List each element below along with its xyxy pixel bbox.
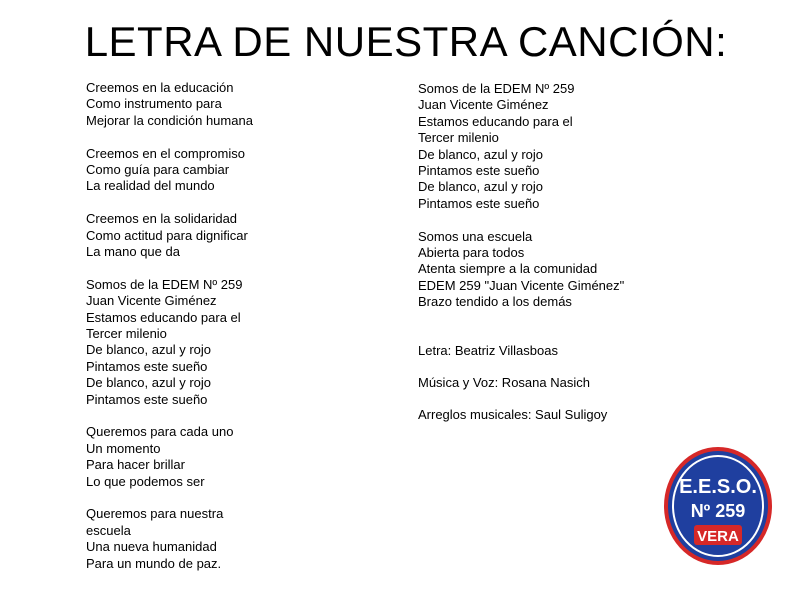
logo-top-text: E.E.S.O. xyxy=(679,476,757,498)
lyric-line: De blanco, azul y rojo xyxy=(418,179,544,195)
credit-arrangements: Arreglos musicales: Saul Suligoy xyxy=(418,407,608,423)
lyric-line: Estamos educando para el xyxy=(418,113,573,129)
lyric-line: Pintamos este sueño xyxy=(418,195,540,211)
lyric-line: Mejorar la condición humana xyxy=(86,112,253,128)
lyric-line: Queremos para nuestra xyxy=(86,506,224,522)
school-logo-emblem xyxy=(664,447,772,565)
lyric-line: La realidad del mundo xyxy=(86,178,215,194)
stanza xyxy=(86,80,386,129)
lyric-line: Una nueva humanidad xyxy=(86,539,217,555)
stanza xyxy=(418,229,678,311)
lyric-line: De blanco, azul y rojo xyxy=(418,146,544,162)
logo-town-text: VERA xyxy=(697,528,739,545)
lyric-line: Para un mundo de paz. xyxy=(86,555,222,571)
lyric-line: Pintamos este sueño xyxy=(418,163,540,179)
lyric-line: Brazo tendido a los demás xyxy=(418,294,572,310)
lyric-line: EDEM 259 "Juan Vicente Giménez" xyxy=(418,277,625,293)
credits xyxy=(418,343,678,424)
lyric-line: Para hacer brillar xyxy=(86,457,185,473)
lyric-line: Lo que podemos ser xyxy=(86,473,205,489)
lyric-line: Pintamos este sueño xyxy=(86,358,208,374)
stanza xyxy=(86,506,386,572)
lyrics-right-column xyxy=(418,81,678,440)
lyric-line: Somos de la EDEM Nº 259 xyxy=(86,276,243,292)
lyric-line: Tercer milenio xyxy=(418,130,499,146)
lyric-line: Como instrumento para xyxy=(86,96,222,112)
lyric-line: Tercer milenio xyxy=(86,326,167,342)
lyric-line: Juan Vicente Giménez xyxy=(86,293,217,309)
lyric-line: Abierta para todos xyxy=(418,245,525,261)
lyric-line: Creemos en el compromiso xyxy=(86,145,245,161)
page-title: LETRA DE NUESTRA CANCIÓN: xyxy=(84,18,728,65)
lyric-line: Como actitud para dignificar xyxy=(86,227,248,243)
lyric-line: Queremos para cada uno xyxy=(86,424,234,440)
stanza xyxy=(86,146,386,195)
lyric-line: Atenta siempre a la comunidad xyxy=(418,261,598,277)
credit-music-voice: Música y Voz: Rosana Nasich xyxy=(418,375,590,391)
lyric-line: Creemos en la educación xyxy=(86,80,234,95)
lyric-line: Somos una escuela xyxy=(418,228,533,244)
school-logo xyxy=(664,447,772,565)
lyric-line: De blanco, azul y rojo xyxy=(86,342,212,358)
stanza xyxy=(418,81,678,212)
lyric-line: Pintamos este sueño xyxy=(86,391,208,407)
lyrics-left-column xyxy=(86,80,386,589)
lyric-line: Somos de la EDEM Nº 259 xyxy=(418,81,575,96)
lyric-line: escuela xyxy=(86,522,131,538)
lyric-line: Juan Vicente Giménez xyxy=(418,97,549,113)
lyric-line: La mano que da xyxy=(86,244,180,260)
stanza xyxy=(86,277,386,408)
stanza xyxy=(86,424,386,490)
lyric-line: Creemos en la solidaridad xyxy=(86,211,238,227)
lyric-line: De blanco, azul y rojo xyxy=(86,375,212,391)
lyric-line: Como guía para cambiar xyxy=(86,162,230,178)
stanza xyxy=(86,211,386,260)
lyric-line: Estamos educando para el xyxy=(86,309,241,325)
logo-number-text: Nº 259 xyxy=(690,501,746,521)
credit-lyrics: Letra: Beatriz Villasboas xyxy=(418,342,558,358)
lyric-line: Un momento xyxy=(86,440,161,456)
